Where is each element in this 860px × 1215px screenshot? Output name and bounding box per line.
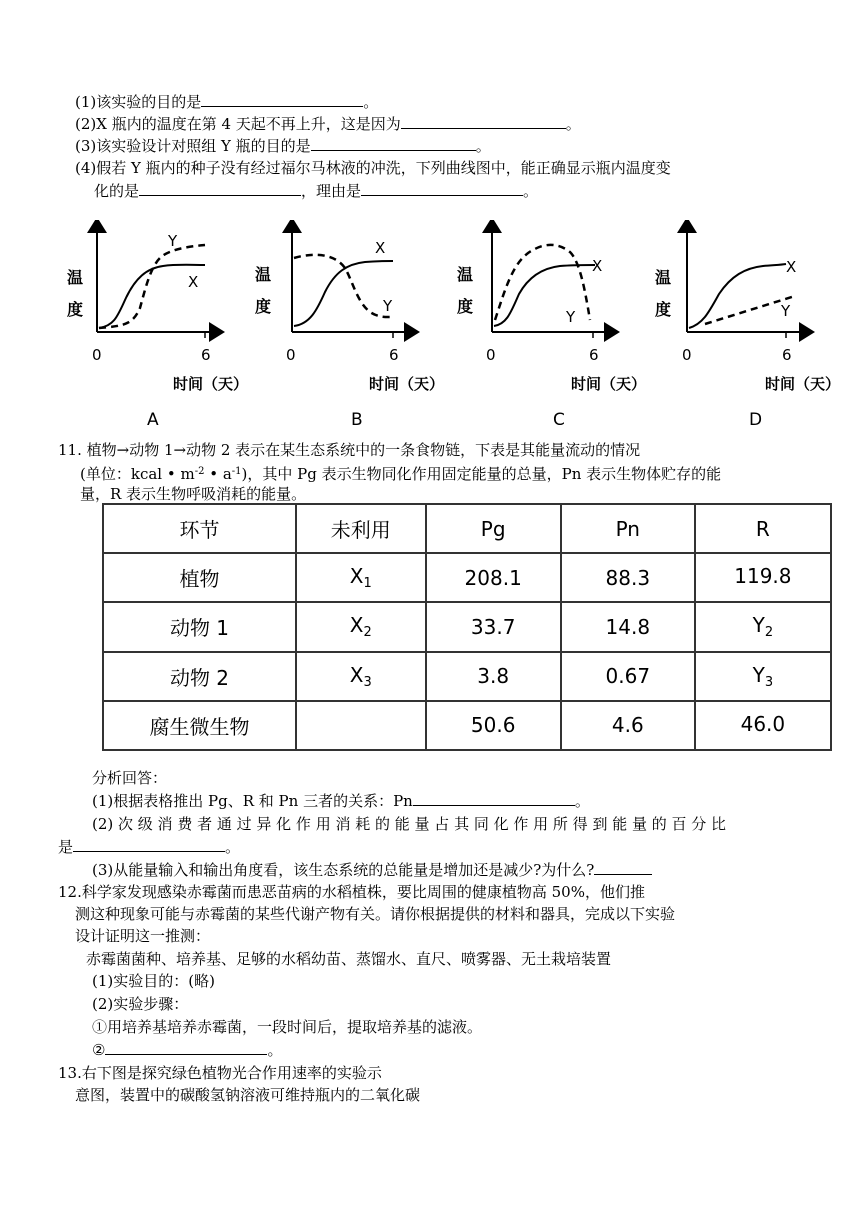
r-cell: 46.0 [695, 701, 831, 750]
q10-line-3: (3)该实验设计对照组 Y 瓶的目的是 。 [75, 137, 491, 155]
row-name: 植物 [103, 553, 296, 602]
table-row [103, 553, 831, 602]
y-axis-label-1: 温 [67, 268, 84, 287]
q12-materials: 赤霉菌菌种、培养基、足够的水稻幼苗、蒸馏水、直尺、喷雾器、无土栽培装置 [86, 950, 612, 968]
q12-steps-heading: (2)实验步骤： [92, 995, 189, 1013]
chart-panel-a [67, 225, 248, 430]
unused-cell [296, 701, 426, 750]
q13-line-2: 意图，装置中的碳酸氢钠溶液可维持瓶内的二氧化碳 [75, 1086, 421, 1104]
unused-cell: $X_3$ [296, 652, 426, 701]
panel-label-a: A [147, 410, 159, 430]
tick-label: 6 [201, 346, 211, 364]
r-cell: $Y_2$ [695, 602, 831, 651]
q10-line-1: (1)该实验的目的是 。 [75, 93, 379, 111]
pn-cell: 0.67 [561, 652, 695, 701]
q12-line-2: 测这种现象可能与赤霉菌的某些代谢产物有关。请你根据提供的材料和器具，完成以下实验 [75, 905, 676, 923]
q12-purpose: (1)实验目的：(略) [92, 972, 215, 990]
pg-cell: 208.1 [426, 553, 561, 602]
curve-figure [55, 220, 845, 435]
q10-line-4: (4)假若 Y 瓶内的种子没有经过福尔马林液的冲洗，下列曲线图中，能正确显示瓶内温度变 [75, 159, 671, 177]
series-label-y: Y [781, 302, 791, 320]
tick-label: 6 [589, 346, 599, 364]
q11-answer-3: (3)从能量输入和输出角度看，该生态系统的总能量是增加还是减少?为什么? [92, 860, 652, 880]
curve-x [689, 264, 786, 328]
answer-blank[interactable] [311, 136, 476, 151]
q12-step-1: ①用培养基培养赤霉菌，一段时间后，提取培养基的滤液。 [92, 1018, 483, 1036]
series-label-x: X [188, 273, 199, 291]
pg-cell: 50.6 [426, 701, 561, 750]
origin-label: 0 [286, 346, 296, 364]
pg-cell: 3.8 [426, 652, 561, 701]
temperature-curve-options [55, 220, 845, 435]
q11-line-3: 量，R 表示生物呼吸消耗的能量。 [80, 485, 307, 503]
panel-label-c: C [553, 410, 565, 430]
pn-cell: 14.8 [561, 602, 695, 651]
y-axis-label-2: 度 [457, 297, 474, 316]
origin-label: 0 [682, 346, 692, 364]
curve-y [294, 255, 393, 317]
q12-line-1: 12.科学家发现感染赤霉菌而患恶苗病的水稻植株，要比周围的健康植物高 50%，他们推 [58, 883, 645, 901]
answer-blank[interactable] [401, 114, 566, 129]
series-label-x: X [786, 258, 797, 276]
x-axis-label: 时间（天） [369, 375, 445, 393]
row-name: 动物 2 [103, 652, 296, 701]
y-axis-label-1: 温 [655, 268, 672, 287]
series-label-y: Y [383, 297, 393, 315]
q10-line-2: (2)X 瓶内的温度在第 4 天起不再上升，这是因为 。 [75, 115, 581, 133]
y-axis-label-2: 度 [255, 297, 272, 316]
curve-x [294, 261, 393, 326]
curve-y [495, 245, 590, 320]
header-cell: R [695, 504, 831, 553]
q11-answer-2b: 是 。 [58, 838, 241, 856]
analysis-heading: 分析回答： [92, 769, 168, 787]
answer-blank[interactable] [361, 181, 523, 196]
tick-label: 6 [782, 346, 792, 364]
chart-panel-d [655, 225, 840, 430]
q11-line-1: 11. 植物→动物 1→动物 2 表示在某生态系统中的一条食物链，下表是其能量流动的情况 [58, 441, 641, 459]
answer-blank[interactable] [201, 92, 363, 107]
q13-line-1: 13.右下图是探究绿色植物光合作用速率的实验示 [58, 1064, 382, 1082]
row-name: 动物 1 [103, 602, 296, 651]
unused-cell: $X_2$ [296, 602, 426, 651]
header-cell: 环节 [103, 504, 296, 553]
pg-cell: 33.7 [426, 602, 561, 651]
table-row [103, 652, 831, 701]
r-cell: 119.8 [695, 553, 831, 602]
q11-answer-2: (2) 次 级 消 费 者 通 过 异 化 作 用 消 耗 的 能 量 占 其 同 化 作 用 所 得 到 能 量 的 百 分 比 [92, 815, 727, 833]
pn-cell: 88.3 [561, 553, 695, 602]
table-row [103, 701, 831, 750]
panel-label-d: D [749, 410, 763, 430]
row-name: 腐生微生物 [103, 701, 296, 750]
chart-panel-b [255, 225, 444, 430]
answer-blank[interactable] [594, 860, 652, 875]
answer-blank[interactable] [73, 837, 225, 852]
origin-label: 0 [486, 346, 496, 364]
series-label-y: Y [168, 232, 178, 250]
table-header-row [103, 504, 831, 553]
x-axis-label: 时间（天） [765, 375, 841, 393]
header-cell: Pg [426, 504, 561, 553]
q10-line-5: 化的是 ，理由是 。 [94, 182, 539, 200]
chart-panel-c [457, 225, 646, 430]
series-label-x: X [375, 239, 386, 257]
tick-label: 6 [389, 346, 399, 364]
r-cell: $Y_3$ [695, 652, 831, 701]
answer-blank[interactable] [413, 791, 575, 806]
x-axis-label: 时间（天） [173, 375, 249, 393]
header-cell: 未利用 [296, 504, 426, 553]
q12-line-3: 设计证明这一推测： [75, 927, 211, 945]
x-axis-label: 时间（天） [571, 375, 647, 393]
panel-label-b: B [351, 410, 363, 430]
y-axis-label-1: 温 [457, 265, 474, 284]
unused-cell: $X_1$ [296, 553, 426, 602]
q12-step-2: ② 。 [92, 1041, 283, 1059]
answer-blank[interactable] [139, 181, 301, 196]
series-label-y: Y [566, 308, 576, 326]
q11-answer-1: (1)根据表格推出 Pg、R 和 Pn 三者的关系：Pn 。 [92, 792, 590, 810]
answer-blank[interactable] [105, 1040, 267, 1055]
pn-cell: 4.6 [561, 701, 695, 750]
q11-line-2: (单位：kcal • $m^{-2}$ • $a^{-1}$)，其中 Pg 表示生物同化作用固定能量的总量，Pn 表示生物体贮存的能 [80, 465, 722, 483]
header-cell: Pn [561, 504, 695, 553]
table-row [103, 602, 831, 651]
energy-flow-table [102, 503, 832, 751]
y-axis-label-2: 度 [67, 300, 84, 319]
series-label-x: X [592, 257, 603, 275]
origin-label: 0 [92, 346, 102, 364]
y-axis-label-1: 温 [255, 265, 272, 284]
y-axis-label-2: 度 [655, 300, 672, 319]
